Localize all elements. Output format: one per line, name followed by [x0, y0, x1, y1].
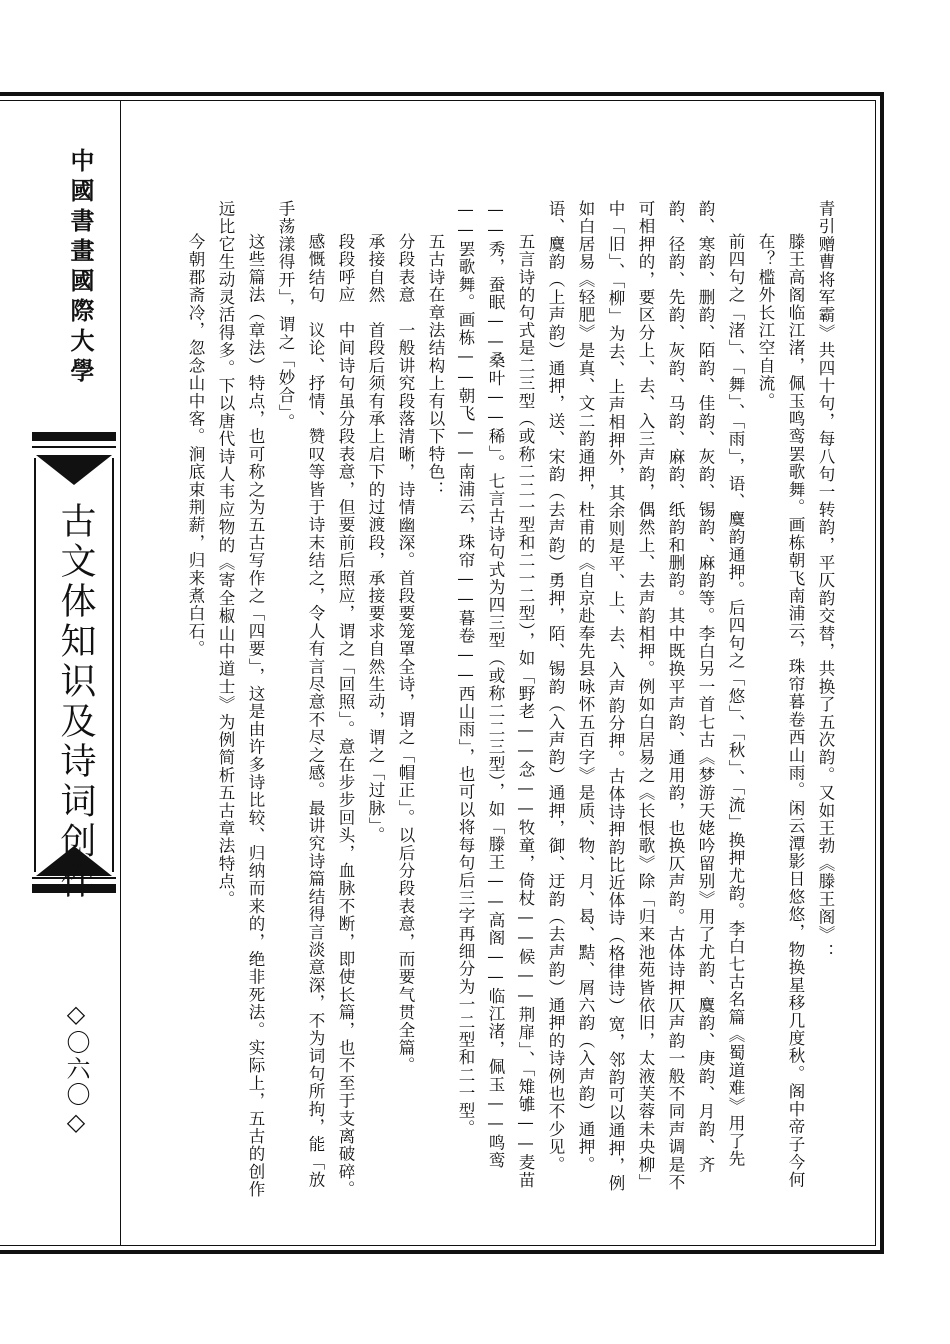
paragraph: 五古诗在章法结构上有以下特色： [426, 233, 445, 499]
paragraph: 承接自然 首段后须有承上启下的过渡段，承接要求自然生动，谓之「过脉」。 [366, 233, 385, 845]
title-bar-top-thin [32, 446, 116, 448]
quoted-poem: 滕王高阁临江渚，佩玉鸣鸾罢歌舞。画栋朝飞南浦云，珠帘暮卷西山雨。闲云潭影日悠悠，物换星移几度秋。阁中帝子今何在？槛外长江空自流。 [756, 233, 805, 1189]
paragraph: 这些篇法（章法）特点，也可称之为五古写作之「四要」，这是由许多诗比较、归纳而来的，绝非死法。实际上，五古的创作远比它生动灵活得多。下以唐代诗人韦应物的《寄全椒山中道士》为例简析五古章法特点。 [216, 200, 265, 1199]
paragraph: 青引赠曹将军霸》共四十句，每八句一转韵，平仄韵交替，共换了五次韵。又如王勃《滕王阁》： [816, 200, 835, 962]
quoted-poem: 今朝郡斋冷，忽念山中客。涧底束荆薪，归来煮白石。 [186, 233, 205, 658]
paragraph: 感慨结句 议论、抒情、赞叹等皆于诗末结之，令人有言尽意不尽之感。最讲究诗篇结得言淡意深，不为词句所拘，能「放手荡漾得开」，谓之「妙合」。 [276, 200, 325, 1189]
body-text [150, 200, 840, 1200]
paragraph: 分段表意 一般讲究段落清晰，诗情幽深。首段要笼罩全诗，谓之「帽正」。以后分段表意，而要气贯全篇。 [396, 233, 415, 1075]
university-name: 中國書畫國際大學 [66, 148, 95, 388]
page-number: ◇〇六〇◇ [62, 1000, 90, 1138]
title-bar-top [32, 432, 116, 441]
paragraph: 前四句之「渚」、「舞」、「雨」，语、麌韵通押。后四句之「悠」、「秋」、「流」换押尤韵。李白七古名篇《蜀道难》用了先韵、寒韵、删韵、陌韵、佳韵、灰韵、锡韵、麻韵等。李白另一首七古《梦游天姥吟留别》用了尤韵、麌韵、庚韵、月韵、齐韵、径韵、先韵、灰韵、马韵、麻韵、纸韵和删韵。其中既换平声韵、通用韵，也换仄声韵。古体诗押仄声韵一般不同声调是不可相押的，要区分上、去、入三声韵，偶然上、去声韵相押。例如白居易之《长恨歌》除「归来池苑皆依旧，太液芙蓉未央柳」中「旧」、「柳」为去、上声相押外，其余则是平、上、去、入声韵分押。古体诗押韵比近体诗（格律诗）宽，邻韵可以通押，例如白居易《轻肥》是真、文二韵通押，杜甫的《自京赴奉先县咏怀五百字》是质、物、月、曷、黠、屑六韵（入声韵）通押。语、麌韵（上声韵）通押，送、宋韵（去声韵）勇押，陌、锡韵（入声韵）通押，御、迂韵（去声韵）通押的诗例也不少见。 [546, 200, 745, 1193]
sidebar-divider [120, 100, 121, 1246]
paragraph: 段段呼应 中间诗句虽分段表意，但要前后照应，谓之「回照」。意在步步回头，血脉不断，即使长篇，也不至于支离破碎。 [336, 233, 355, 1199]
title-chevron-top [36, 455, 112, 485]
paragraph: 五言诗的句式是二三型（或称二二一型和二一二型），如「野老——念——牧童，倚杖——候——荆扉」、「雉雊——麦苗——秀，蚕眠——桑叶——稀」。七言古诗句式为四三型（或称二二三型），如「滕王——高阁——临江渚，佩玉——鸣鸾——罢歌舞。画栋——朝飞——南浦云，珠帘——暮卷——西山雨」，也可以将每句后三字再细分为一二型和二一型。 [456, 200, 535, 1190]
book-title: 古文体知识及诗词创作 [55, 502, 96, 902]
